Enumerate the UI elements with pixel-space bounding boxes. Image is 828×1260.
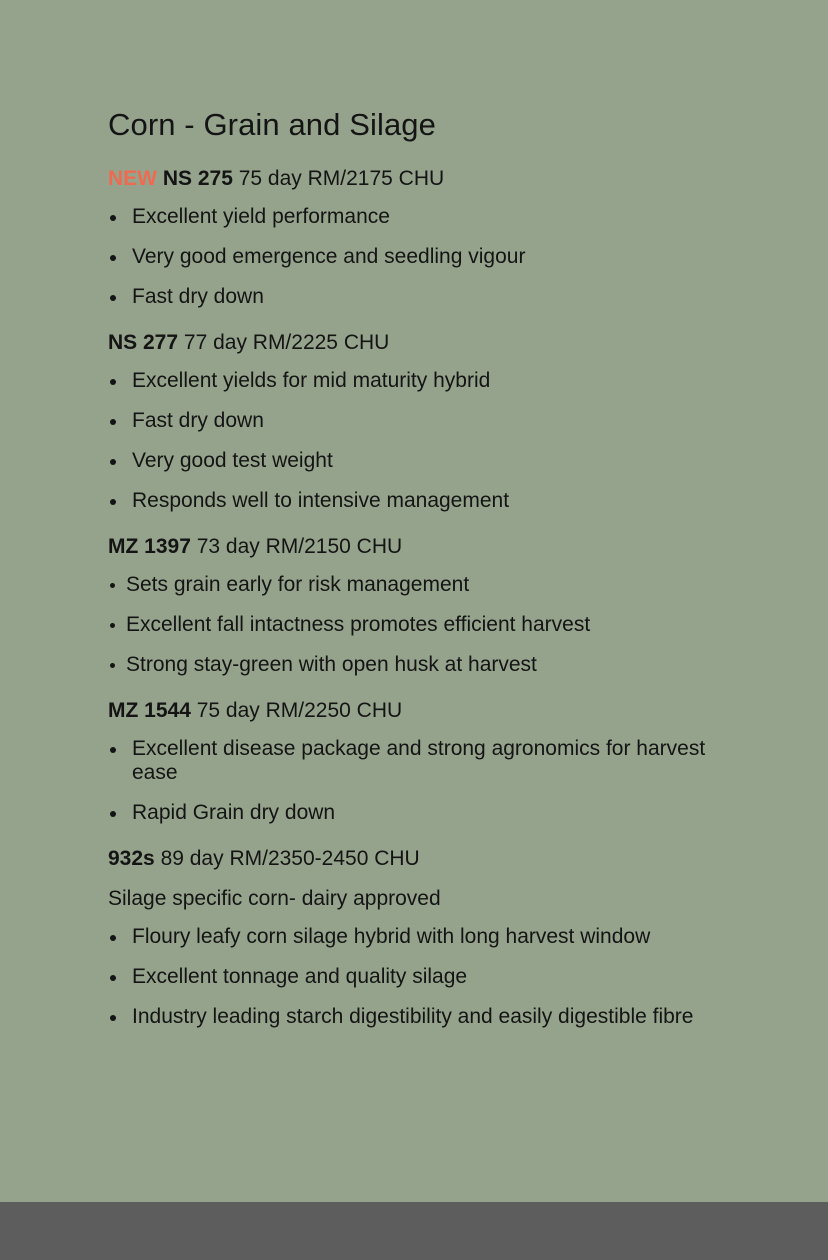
product-spec: 89 day RM/2350-2450 CHU	[160, 847, 420, 870]
list-item-text: Floury leafy corn silage hybrid with long harvest window	[132, 925, 651, 948]
product-heading	[108, 697, 708, 725]
bullet-icon	[110, 295, 116, 301]
new-badge: NEW	[108, 167, 157, 190]
bullet-icon	[110, 663, 115, 668]
bullet-icon	[110, 975, 116, 981]
list-item	[108, 965, 708, 989]
feature-list	[108, 925, 708, 1029]
content	[108, 104, 708, 1049]
product-spec: 77 day RM/2225 CHU	[183, 331, 390, 354]
list-item-text: Industry leading starch digestibility and easily digestible fibre	[132, 1005, 694, 1028]
list-item-text: Excellent yield performance	[132, 205, 390, 228]
list-item	[108, 245, 708, 269]
list-item-text: Responds well to intensive management	[132, 489, 510, 512]
feature-list	[108, 737, 708, 825]
bullet-icon	[110, 747, 116, 753]
product-spec: 75 day RM/2250 CHU	[196, 699, 403, 722]
list-item-text: Sets grain early for risk management	[126, 573, 470, 596]
list-item-text: Strong stay-green with open husk at harvest	[126, 653, 537, 676]
feature-list	[108, 573, 708, 677]
list-item-text: Excellent yields for mid maturity hybrid	[132, 369, 491, 392]
list-item-text: Very good test weight	[132, 449, 333, 472]
bullet-icon	[110, 255, 116, 261]
list-item	[108, 737, 708, 785]
bullet-icon	[110, 811, 116, 817]
product-heading	[108, 845, 708, 873]
bullet-icon	[110, 459, 116, 465]
list-item-text: Fast dry down	[132, 285, 264, 308]
bullet-icon	[110, 583, 115, 588]
list-item	[108, 573, 708, 597]
list-item	[108, 1005, 708, 1029]
bullet-icon	[110, 215, 116, 221]
product-ns-277	[108, 329, 708, 513]
list-item	[108, 801, 708, 825]
bullet-icon	[110, 1015, 116, 1021]
footer-bar	[0, 1202, 828, 1260]
product-ns-275	[108, 165, 708, 309]
product-name: MZ 1397	[108, 535, 191, 558]
list-item	[108, 613, 708, 637]
product-mz-1397	[108, 533, 708, 677]
bullet-icon	[110, 499, 116, 505]
product-heading	[108, 329, 708, 357]
product-subtitle: Silage specific corn- dairy approved	[108, 887, 441, 910]
list-item	[108, 449, 708, 473]
product-heading	[108, 165, 708, 193]
product-name: NS 275	[162, 167, 233, 190]
list-item	[108, 409, 708, 433]
feature-list	[108, 205, 708, 309]
list-item-text: Excellent fall intactness promotes efficient harvest	[126, 613, 591, 636]
list-item	[108, 369, 708, 393]
list-item	[108, 653, 708, 677]
list-item	[108, 205, 708, 229]
product-mz-1544	[108, 697, 708, 825]
list-item-text: Excellent tonnage and quality silage	[132, 965, 468, 988]
list-item	[108, 925, 708, 949]
product-name: NS 277	[108, 331, 179, 354]
bullet-icon	[110, 935, 116, 941]
product-spec: 73 day RM/2150 CHU	[196, 535, 403, 558]
bullet-icon	[110, 419, 116, 425]
product-name: 932s	[108, 847, 155, 870]
bullet-icon	[110, 623, 115, 628]
list-item	[108, 285, 708, 309]
list-item-text: Excellent disease package and strong agronomics for harvest ease	[132, 737, 706, 784]
list-item-text: Rapid Grain dry down	[132, 801, 336, 824]
product-spec: 75 day RM/2175 CHU	[238, 167, 445, 190]
list-item-text: Very good emergence and seedling vigour	[132, 245, 526, 268]
product-name: MZ 1544	[108, 699, 191, 722]
product-932s	[108, 845, 708, 1029]
bullet-icon	[110, 379, 116, 385]
list-item-text: Fast dry down	[132, 409, 264, 432]
product-heading	[108, 533, 708, 561]
feature-list	[108, 369, 708, 513]
page-title: Corn - Grain and Silage	[108, 107, 436, 142]
list-item	[108, 489, 708, 513]
